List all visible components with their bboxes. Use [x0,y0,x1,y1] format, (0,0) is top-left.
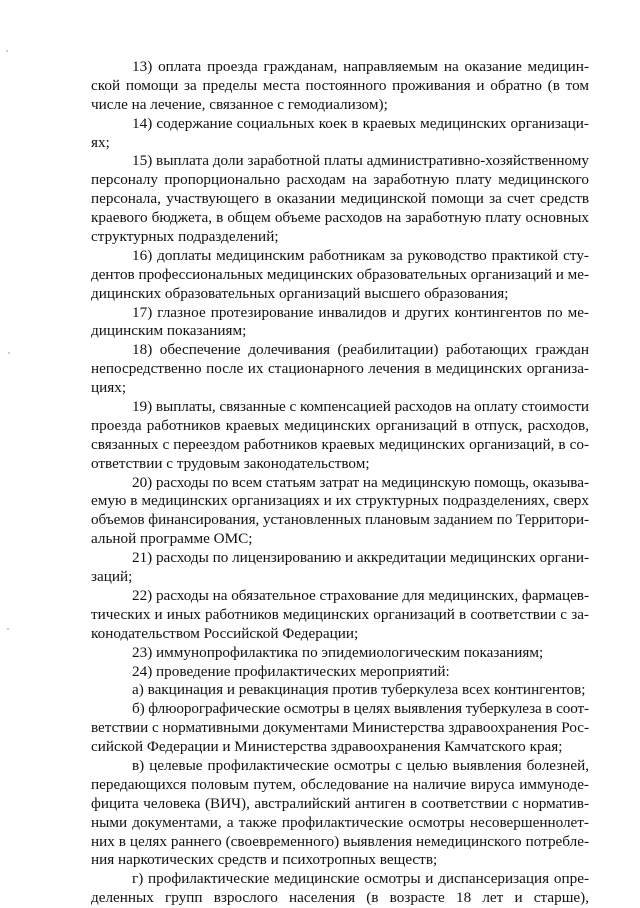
text-line: краевого бюджета, в общем объеме расходов на заработную плату основных [91,209,589,227]
text-line: заций; [91,568,133,586]
text-line: 24) проведение профилактических мероприятий: [132,662,450,680]
text-line: 23) иммунопрофилактика по эпидемиологическим показаниям; [132,643,544,661]
text-line: циях; [91,379,127,397]
text-line: 17) глазное протезирование инвалидов и других контингентов по ме- [132,303,589,321]
text-line: 13) оплата проезда гражданам, направляемым на оказание медицин- [132,58,589,75]
text-line: деленных групп взрослого населения (в возрасте 18 лет и старше), [91,889,589,907]
text-line: сийской Федерации и Министерства здравоохранения Камчатского края; [91,738,563,756]
text-line: г) профилактические медицинские осмотры и диспансеризация опре- [132,870,589,888]
text-line: дицинским показаниям; [91,322,247,340]
text-line: ответствии с трудовым законодательством; [91,454,370,472]
text-line: емую в медицинских организациях и их структурных подразделениях, сверх [91,492,589,510]
text-line: связанных с переездом работников краевых медицинских организаций, в со- [91,435,589,453]
text-line: 19) выплаты, связанные с компенсацией расходов на оплату стоимости [132,398,590,416]
text-line: передающихся половым путем, обследование на наличие вируса иммуноде- [91,775,589,793]
text-line: них в целях раннего (своевременного) выявления немедицинского потребле- [91,832,589,850]
text-line: объемов финансирования, установленных плановым заданием по Территори- [91,511,590,529]
text-line: ветствии с нормативными документами Министерства здравоохранения Рос- [91,719,590,737]
text-line: ской помощи за пределы места постоянного проживания и обратно (в том [91,76,589,94]
text-line: персонала, участвующего в оказании медицинской помощи за счет средств [91,190,589,208]
text-line: проезда работников краевых медицинских организаций в отпуск, расходов, [91,416,589,434]
text-line: дицинских образовательных организаций высшего образования; [91,284,509,302]
text-line: 20) расходы по всем статьям затрат на медицинскую помощь, оказыва- [132,473,589,491]
text-line: б) флюорографические осмотры в целях выявления туберкулеза в соот- [132,700,589,718]
text-line: в) целевые профилактические осмотры с целью выявления болезней, [132,756,589,774]
text-line: 21) расходы по лицензированию и аккредитации медицинских органи- [132,549,589,567]
scan-speck [7,628,9,630]
text-line: числе на лечение, связанное с гемодиализом); [91,95,388,113]
text-line: ях; [91,133,110,151]
text-line: конодательством Российской Федерации; [91,624,359,642]
scan-speck [6,50,8,52]
text-line: ными документами, а также профилактические осмотры несовершеннолет- [91,813,589,831]
text-line: 14) содержание социальных коек в краевых медицинских организаци- [132,114,589,132]
text-line: 15) выплата доли заработной платы административно-хозяйственному [132,152,589,170]
document-body [91,58,589,908]
text-line: структурных подразделений; [91,228,279,246]
text-line: 16) доплаты медицинским работникам за руководство практикой сту- [132,246,589,264]
text-line: альной программе ОМС; [91,530,253,548]
text-line: 22) расходы на обязательное страхование для медицинских, фармацев- [132,586,589,604]
scan-speck [8,352,10,354]
text-line: тических и иных работников медицинских организаций в соответствии с за- [91,605,589,623]
text-line: а) вакцинация и ревакцинация против туберкулеза всех контингентов; [132,681,586,699]
text-line: непосредственно после их стационарного лечения в медицинских организа- [91,360,589,378]
text-line: ния наркотических средств и психотропных веществ; [91,851,438,869]
text-line: фицита человека (ВИЧ), австралийский антиген в соответствии с норматив- [91,794,589,812]
text-line: персоналу пропорционально расходам на заработную плату медицинского [91,171,589,189]
text-line: 18) обеспечение долечивания (реабилитации) работающих граждан [132,341,589,359]
text-line: дентов профессиональных медицинских образовательных организаций и ме- [91,265,589,283]
